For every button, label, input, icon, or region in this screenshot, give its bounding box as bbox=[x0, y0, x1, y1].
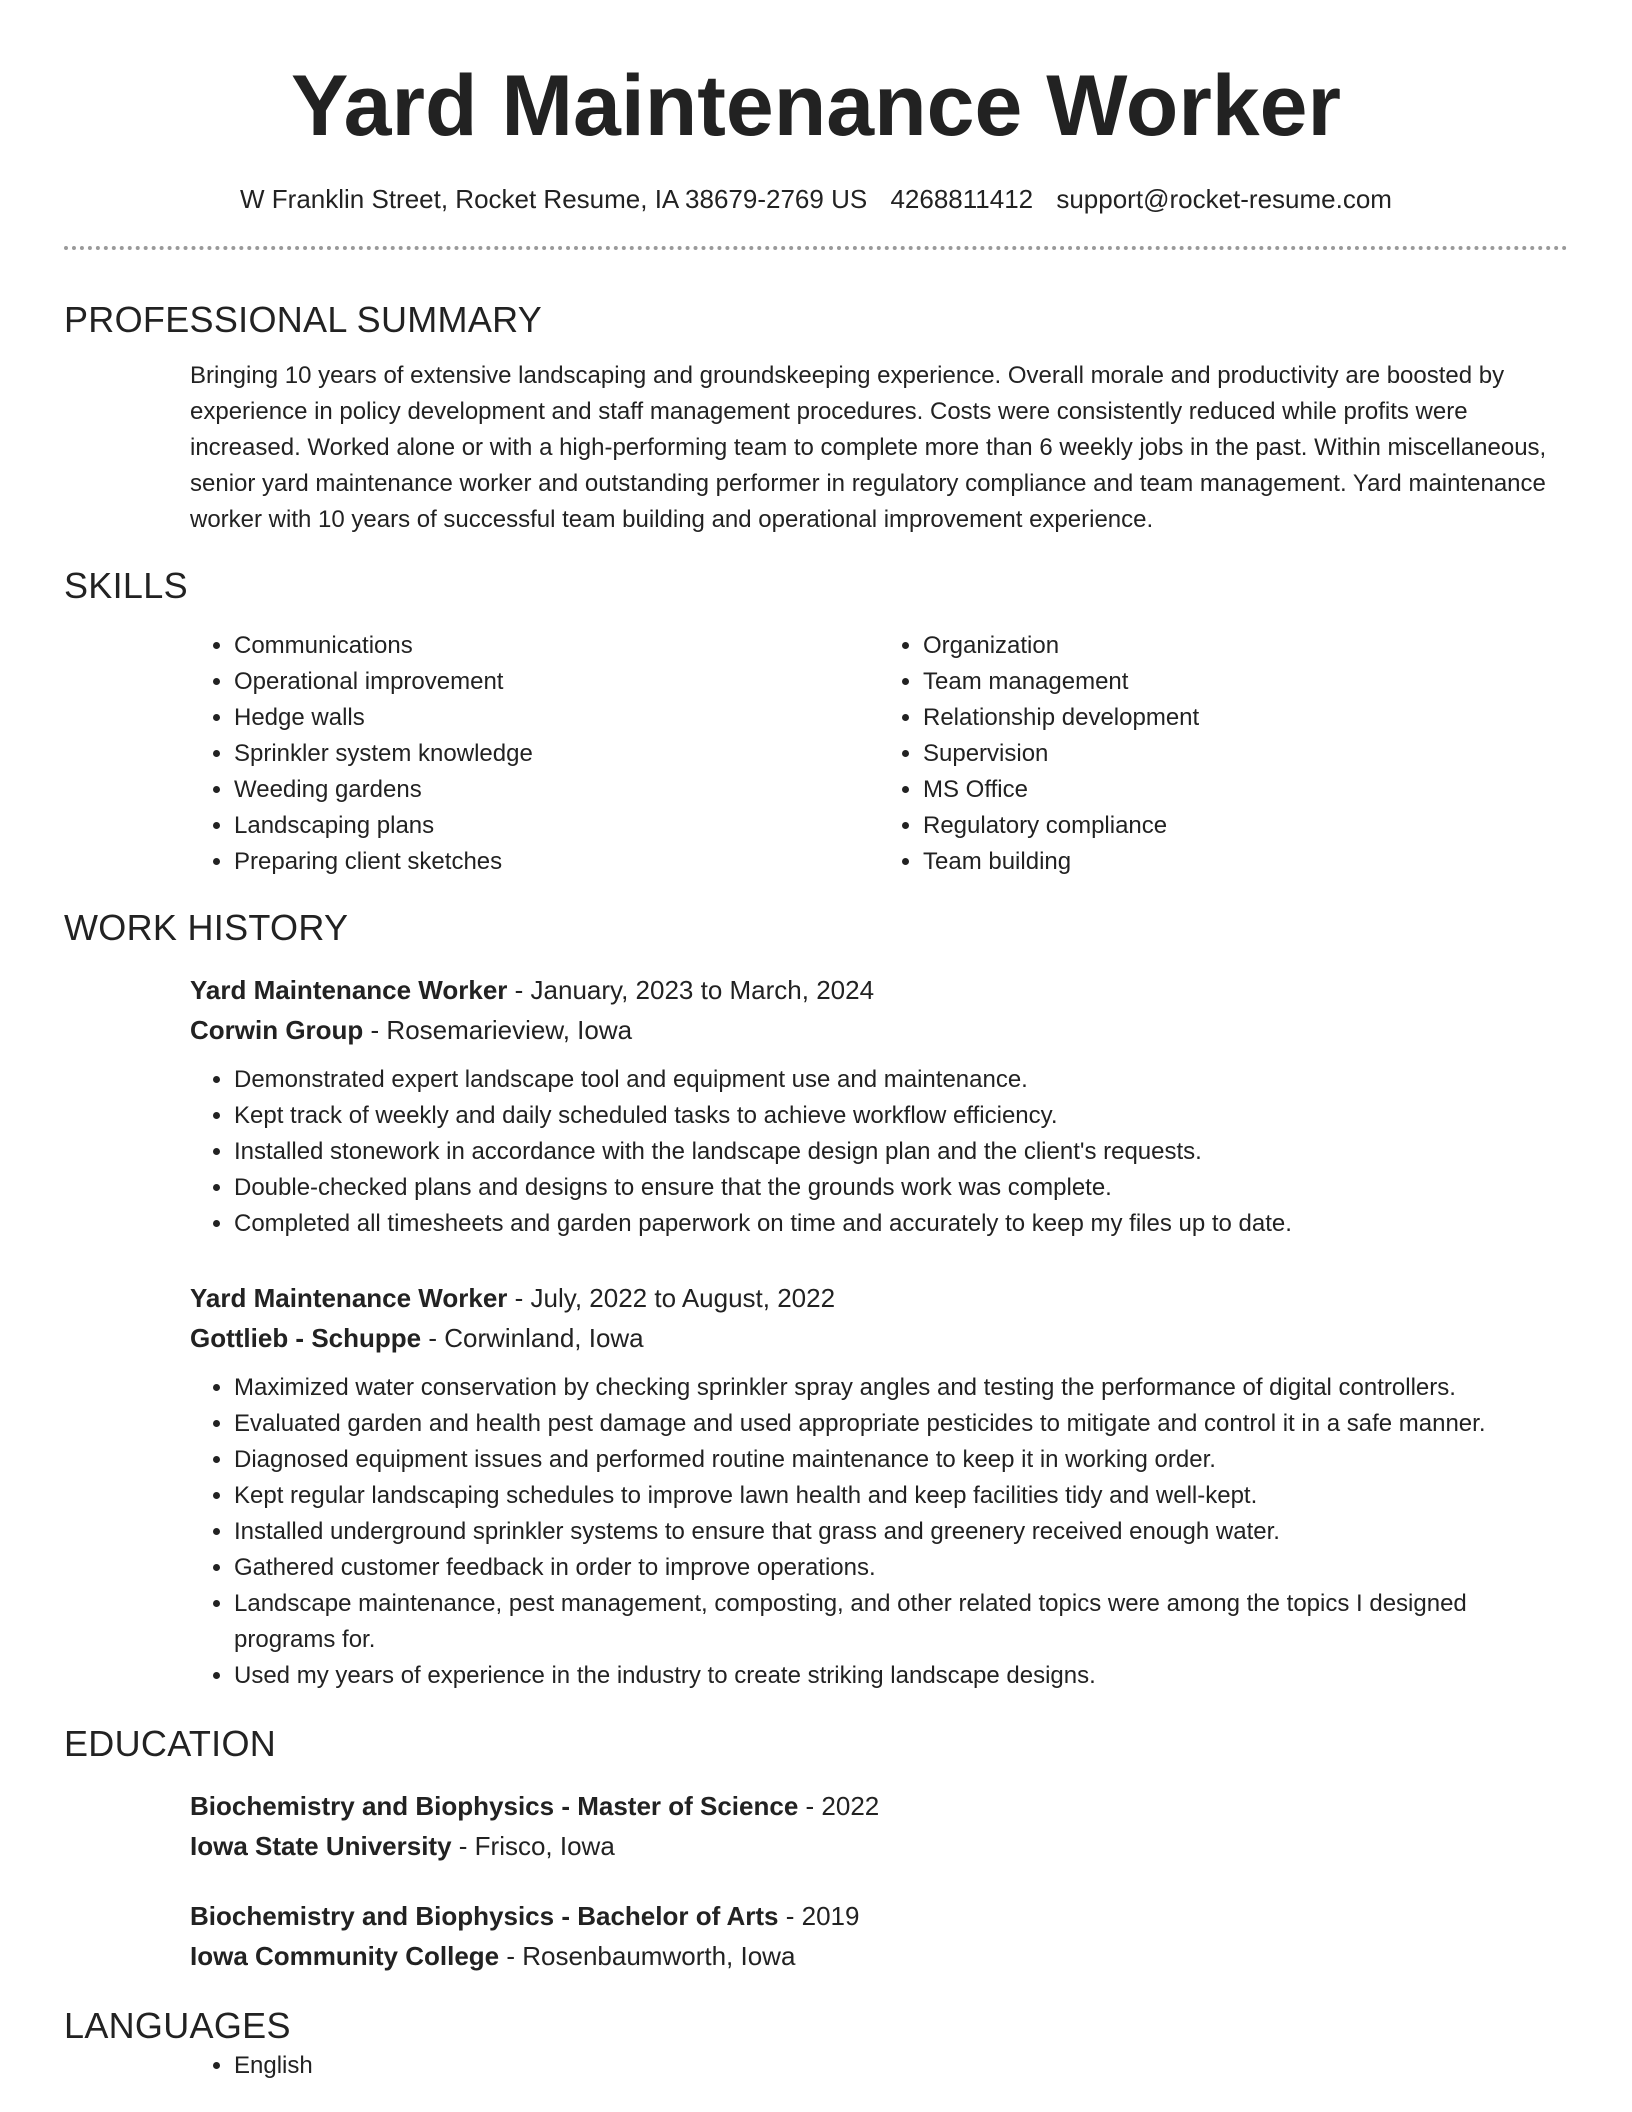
skill-item: • Weeding gardens bbox=[234, 772, 879, 808]
education-year: - 2019 bbox=[778, 1901, 860, 1931]
education-entry bbox=[190, 1786, 1568, 1866]
job-bullet: • Landscape maintenance, pest management, composting, and other related topics were among the topics I designed programs for. bbox=[234, 1586, 1568, 1658]
skill-item: • Organization bbox=[923, 628, 1568, 664]
job-location: - Rosemarieview, Iowa bbox=[363, 1015, 633, 1045]
contact-phone: 4268811412 bbox=[890, 184, 1034, 214]
job-company-line bbox=[190, 1010, 1568, 1050]
education-school: Iowa State University bbox=[190, 1831, 452, 1861]
job-company: Gottlieb - Schuppe bbox=[190, 1323, 422, 1353]
job-dates: - January, 2023 to March, 2024 bbox=[507, 975, 875, 1005]
skill-item: • Landscaping plans bbox=[234, 808, 879, 844]
languages-list bbox=[190, 2048, 1568, 2084]
education-degree: Biochemistry and Biophysics - Master of Science bbox=[190, 1791, 799, 1821]
summary-text: Bringing 10 years of extensive landscaping and groundskeeping experience. Overall morale and productivity are boosted by experience in policy development and staff management procedures. Costs were consistently reduced while profits were increased. Worked alone or with a high-performing team to complete more than 6 weekly jobs in the past. Within miscellaneous, senior yard maintenance worker and outstanding performer in regulatory compliance and team management. Yard maintenance worker with 10 years of successful team building and operational improvement experience. bbox=[190, 362, 1547, 533]
resume-page bbox=[64, 0, 1568, 2084]
skill-item: • Team management bbox=[923, 664, 1568, 700]
skill-item: • Communications bbox=[234, 628, 879, 664]
skills-section bbox=[190, 628, 1568, 880]
education-school-line bbox=[190, 1936, 1568, 1976]
contact-address: W Franklin Street, Rocket Resume, IA 38679-2769 US bbox=[240, 184, 868, 214]
job-bullet: • Used my years of experience in the industry to create striking landscape designs. bbox=[234, 1658, 1568, 1694]
job-entry bbox=[190, 1278, 1568, 1694]
job-bullet: • Installed underground sprinkler systems to ensure that grass and greenery received enough water. bbox=[234, 1514, 1568, 1550]
education-school: Iowa Community College bbox=[190, 1941, 500, 1971]
job-bullet: • Demonstrated expert landscape tool and equipment use and maintenance. bbox=[234, 1062, 1568, 1098]
job-company-line bbox=[190, 1318, 1568, 1358]
education-degree: Biochemistry and Biophysics - Bachelor of Arts bbox=[190, 1901, 779, 1931]
job-bullet: • Kept regular landscaping schedules to improve lawn health and keep facilities tidy and well-kept. bbox=[234, 1478, 1568, 1514]
contact-line bbox=[64, 182, 1568, 216]
job-title-line bbox=[190, 1278, 1568, 1318]
job-title-line bbox=[190, 970, 1568, 1010]
skills-list-right bbox=[879, 628, 1568, 880]
candidate-name: Yard Maintenance Worker bbox=[291, 58, 1341, 154]
section-title-work-history: WORK HISTORY bbox=[64, 907, 349, 948]
education-degree-line bbox=[190, 1786, 1568, 1826]
language-item: • English bbox=[234, 2048, 1568, 2084]
job-bullet: • Installed stonework in accordance with the landscape design plan and the client's requests. bbox=[234, 1134, 1568, 1170]
languages-section bbox=[190, 2048, 1568, 2084]
job-role: Yard Maintenance Worker bbox=[190, 1283, 508, 1313]
skill-item: • Regulatory compliance bbox=[923, 808, 1568, 844]
section-title-languages: LANGUAGES bbox=[64, 2005, 291, 2046]
skill-item: • MS Office bbox=[923, 772, 1568, 808]
skills-grid bbox=[190, 628, 1568, 880]
education-year: - 2022 bbox=[798, 1791, 880, 1821]
job-bullet: • Completed all timesheets and garden paperwork on time and accurately to keep my files up to date. bbox=[234, 1206, 1568, 1242]
skill-item: • Sprinkler system knowledge bbox=[234, 736, 879, 772]
education-location: - Frisco, Iowa bbox=[451, 1831, 615, 1861]
job-bullet: • Diagnosed equipment issues and performed routine maintenance to keep it in working order. bbox=[234, 1442, 1568, 1478]
education-degree-line bbox=[190, 1896, 1568, 1936]
skill-item: • Hedge walls bbox=[234, 700, 879, 736]
section-title-education: EDUCATION bbox=[64, 1723, 277, 1764]
education-location: - Rosenbaumworth, Iowa bbox=[499, 1941, 796, 1971]
job-bullet: • Kept track of weekly and daily scheduled tasks to achieve workflow efficiency. bbox=[234, 1098, 1568, 1134]
skill-item: • Relationship development bbox=[923, 700, 1568, 736]
skill-item: • Team building bbox=[923, 844, 1568, 880]
job-bullet: • Double-checked plans and designs to ensure that the grounds work was complete. bbox=[234, 1170, 1568, 1206]
education-section bbox=[190, 1786, 1568, 1976]
header-divider bbox=[64, 246, 1568, 250]
contact-email[interactable]: support@rocket-resume.com bbox=[1056, 184, 1392, 214]
skills-list-left bbox=[190, 628, 879, 880]
job-dates: - July, 2022 to August, 2022 bbox=[507, 1283, 836, 1313]
education-school-line bbox=[190, 1826, 1568, 1866]
job-bullets bbox=[190, 1370, 1568, 1694]
skill-item: • Operational improvement bbox=[234, 664, 879, 700]
skill-item: • Supervision bbox=[923, 736, 1568, 772]
job-bullet: • Maximized water conservation by checking sprinkler spray angles and testing the performance of digital controllers. bbox=[234, 1370, 1568, 1406]
work-history-section bbox=[190, 970, 1568, 1694]
job-bullets bbox=[190, 1062, 1568, 1242]
job-role: Yard Maintenance Worker bbox=[190, 975, 508, 1005]
job-company: Corwin Group bbox=[190, 1015, 364, 1045]
skill-item: • Preparing client sketches bbox=[234, 844, 879, 880]
job-bullet: • Gathered customer feedback in order to improve operations. bbox=[234, 1550, 1568, 1586]
education-entry bbox=[190, 1896, 1568, 1976]
job-bullet: • Evaluated garden and health pest damage and used appropriate pesticides to mitigate and control it in a safe manner. bbox=[234, 1406, 1568, 1442]
section-title-summary: PROFESSIONAL SUMMARY bbox=[64, 299, 543, 340]
summary-section bbox=[190, 358, 1568, 538]
job-entry bbox=[190, 970, 1568, 1242]
section-title-skills: SKILLS bbox=[64, 565, 188, 606]
job-location: - Corwinland, Iowa bbox=[421, 1323, 644, 1353]
